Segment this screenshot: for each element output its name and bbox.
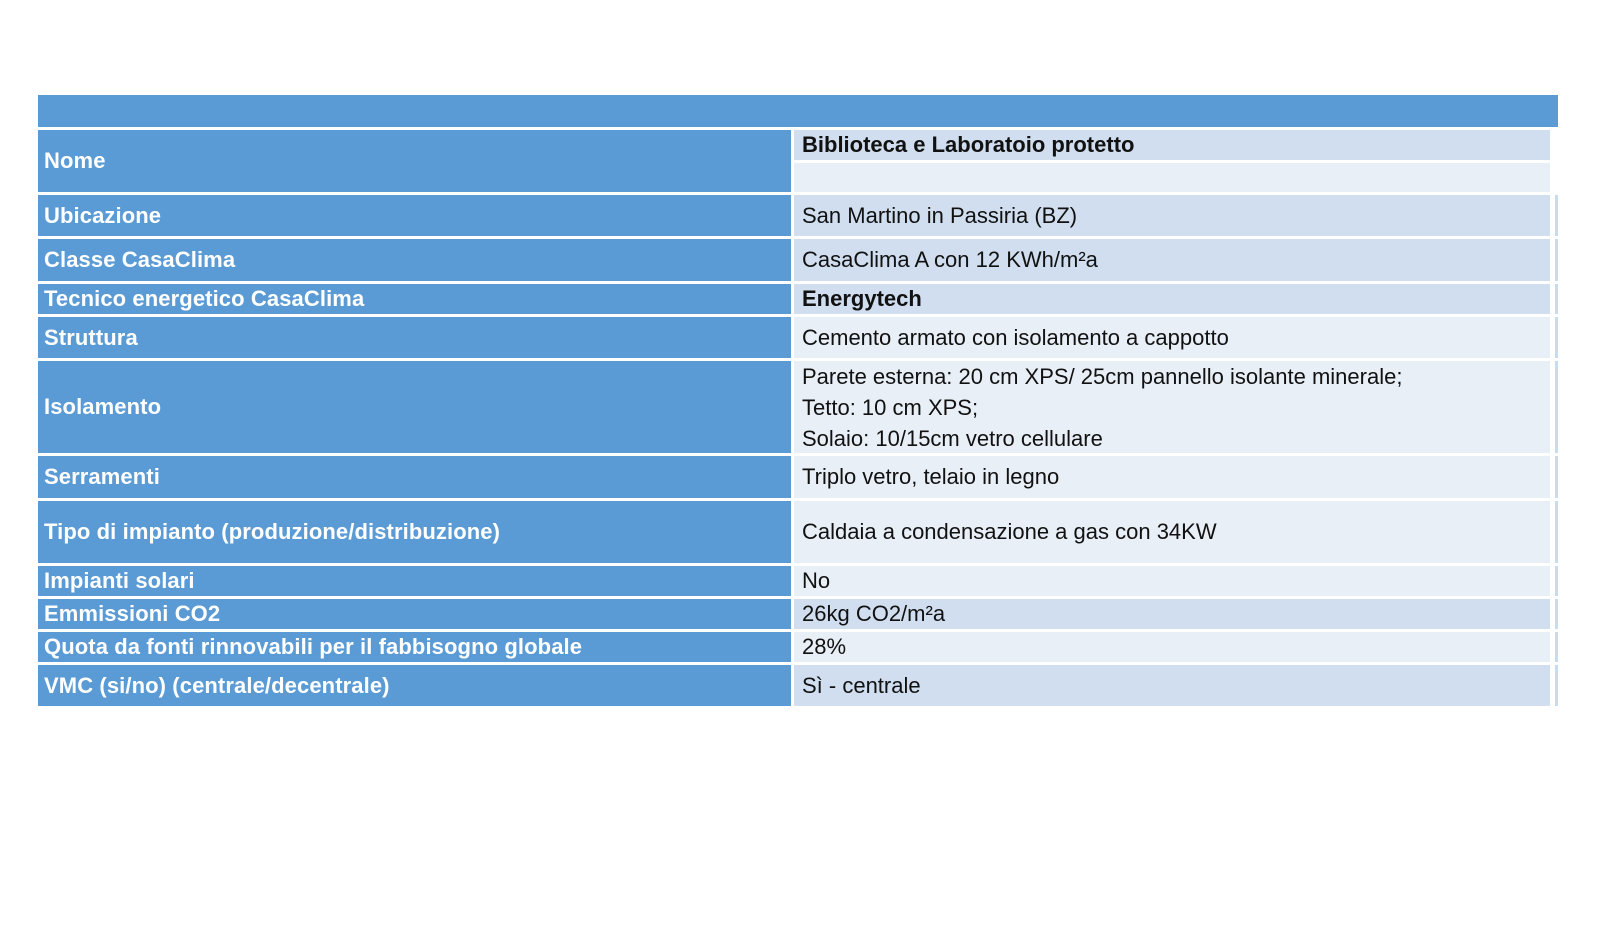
row-label: Ubicazione (38, 195, 794, 236)
row-value: 26kg CO2/m²a (794, 599, 1558, 629)
row-value-cell (794, 130, 1558, 192)
table-row-tecnico (38, 284, 1558, 317)
row-value: San Martino in Passiria (BZ) (794, 195, 1558, 236)
row-value: Energytech (794, 284, 1558, 314)
row-value: Triplo vetro, telaio in legno (794, 456, 1558, 498)
row-label: Quota da fonti rinnovabili per il fabbisogno globale (38, 632, 794, 662)
row-label: Isolamento (38, 361, 794, 453)
table-row-emissioni (38, 599, 1558, 632)
row-value: Biblioteca e Laboratoio protetto (794, 130, 1550, 163)
table-row-vmc (38, 665, 1558, 706)
row-label: VMC (si/no) (centrale/decentrale) (38, 665, 794, 706)
row-label: Impianti solari (38, 566, 794, 596)
row-value: 28% (794, 632, 1558, 662)
table-row-quota (38, 632, 1558, 665)
empty-cell (794, 163, 1550, 192)
project-data-table (38, 95, 1558, 706)
value-line: Solaio: 10/15cm vetro cellulare (802, 425, 1103, 451)
table-row-ubicazione (38, 195, 1558, 239)
table-row-isolamento (38, 361, 1558, 456)
row-value-multiline (794, 361, 1558, 453)
row-value: Cemento armato con isolamento a cappotto (794, 317, 1558, 358)
row-value: No (794, 566, 1558, 596)
row-label: Classe CasaClima (38, 239, 794, 281)
row-value: CasaClima A con 12 KWh/m²a (794, 239, 1558, 281)
value-line: Parete esterna: 20 cm XPS/ 25cm pannello isolante minerale; (802, 363, 1403, 389)
row-label: Nome (38, 130, 794, 192)
value-line: Tetto: 10 cm XPS; (802, 394, 979, 420)
table-row-classe (38, 239, 1558, 284)
row-label: Tecnico energetico CasaClima (38, 284, 794, 314)
row-label: Serramenti (38, 456, 794, 498)
table-row-struttura (38, 317, 1558, 361)
table-header-bar (38, 95, 1558, 130)
row-label: Tipo di impianto (produzione/distribuzione) (38, 501, 794, 563)
row-value: Sì - centrale (794, 665, 1558, 706)
row-label: Emmissioni CO2 (38, 599, 794, 629)
row-value: Caldaia a condensazione a gas con 34KW (794, 501, 1558, 563)
table-row-nome (38, 130, 1558, 195)
table-row-impianto (38, 501, 1558, 566)
row-label: Struttura (38, 317, 794, 358)
table-row-serramenti (38, 456, 1558, 501)
table-row-solari (38, 566, 1558, 599)
